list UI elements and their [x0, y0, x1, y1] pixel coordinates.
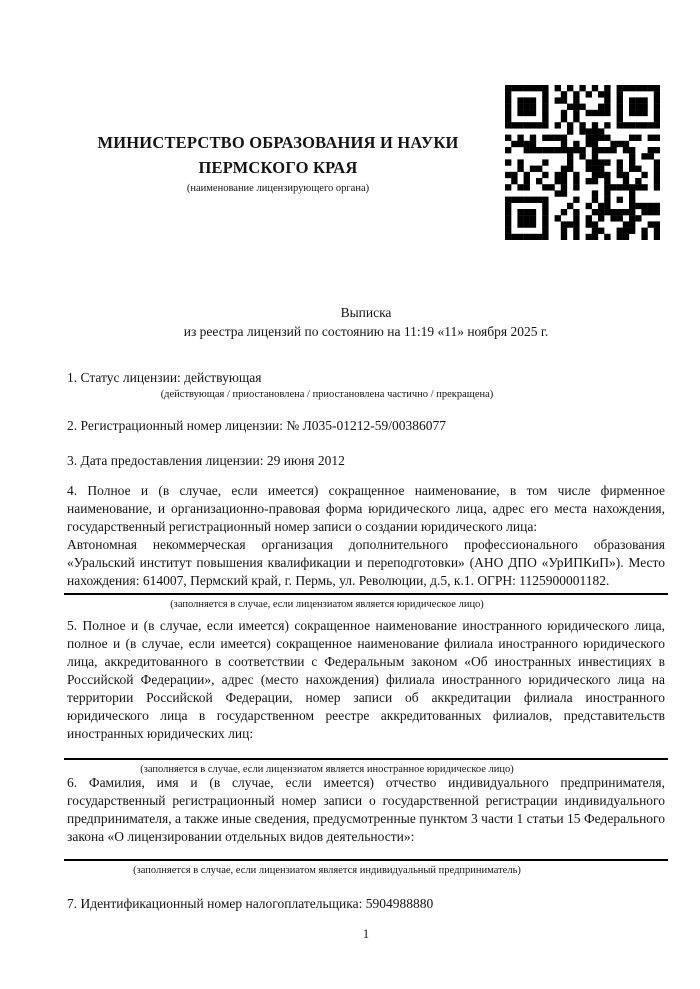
taxpayer-id-text: 7. Идентификационный номер налогоплательщика: 5904988880: [67, 896, 434, 911]
license-item-2-registration-number: [67, 416, 665, 435]
license-item-7-taxpayer-id: [67, 894, 665, 913]
license-item-3-grant-date: [67, 451, 665, 470]
licensing-authority-caption: (наименование лицензирующего органа): [186, 183, 370, 194]
license-item-1-status: [67, 368, 665, 402]
entrepreneur-question: 6. Фамилия, имя и (в случае, если имеется) отчество индивидуального предпринимателя, государственный регистрационный номер записи о государственной регистрации индивидуального предпринимателя, а также иные сведения, предусмотренные пунктом 3 части 1 статьи 15 Федерального закона «О лицензировании отдельных видов деятельности»:: [67, 775, 665, 844]
license-status-text: 1. Статус лицензии: действующая: [67, 370, 262, 385]
license-item-4-legal-entity: [67, 482, 665, 612]
fill-line: [64, 593, 668, 595]
fill-line: [64, 859, 668, 861]
licensing-authority-header: [67, 130, 489, 195]
document-title-line-1: Выписка: [340, 305, 392, 320]
legal-entity-value: Автономная некоммерческая организация дополнительного профессионального образования «Уральский институт повышения квалификации и переподготовки» (АНО ДПО «УрИПКиП»). Место нахождения: 614007, Пермский край, г. Пермь, ул. Революции, д.5, к.1. ОГРН: 1125900001182.: [67, 537, 665, 588]
document-title-line-2: из реестра лицензий по состоянию на 11:19 «11» ноября 2025 г.: [183, 324, 549, 339]
license-item-5-foreign-entity: [67, 617, 665, 777]
license-item-6-entrepreneur: [67, 774, 665, 878]
fill-line: [64, 758, 668, 760]
legal-entity-caption: (заполняется в случае, если лицензиатом является юридическое лицо): [170, 599, 484, 610]
qr-code-icon: [505, 85, 660, 240]
ministry-name-line-1: МИНИСТЕРСТВО ОБРАЗОВАНИЯ И НАУКИ: [97, 133, 459, 152]
legal-entity-question: 4. Полное и (в случае, если имеется) сокращенное наименование, в том числе фирменное наименование, и организационно-правовая форма юридического лица, адрес его места нахождения, государственный регистрационный номер записи о создании юридического лица:: [67, 483, 665, 534]
registration-number-text: 2. Регистрационный номер лицензии: № Л035-01212-59/00386077: [67, 418, 447, 433]
foreign-entity-question: 5. Полное и (в случае, если имеется) сокращенное наименование иностранного юридического лица, полное и (в случае, если имеется) сокращенное наименование филиала иностранного юридического лица, аккредитованного в соответствии с Федеральным законом «Об иностранных инвестициях в Российской Федерации», адрес (место нахождения) филиала иностранного юридического лица на территории Российской Федерации, номер записи об аккредитации филиала иностранного юридического лица в государственном реестре аккредитованных филиалов, представительств иностранных юридических лиц:: [67, 618, 665, 741]
page-number: 1: [362, 927, 370, 941]
ministry-name-line-2: ПЕРМСКОГО КРАЯ: [198, 158, 358, 177]
foreign-entity-caption: (заполняется в случае, если лицензиатом является иностранное юридическое лицо): [140, 764, 514, 775]
document-title: [67, 303, 665, 341]
grant-date-text: 3. Дата предоставления лицензии: 29 июня 2012: [67, 453, 345, 468]
license-status-options-caption: (действующая / приостановлена / приостановлена частично / прекращена): [160, 389, 494, 400]
entrepreneur-caption: (заполняется в случае, если лицензиатом является индивидуальный предприниматель): [133, 865, 521, 876]
